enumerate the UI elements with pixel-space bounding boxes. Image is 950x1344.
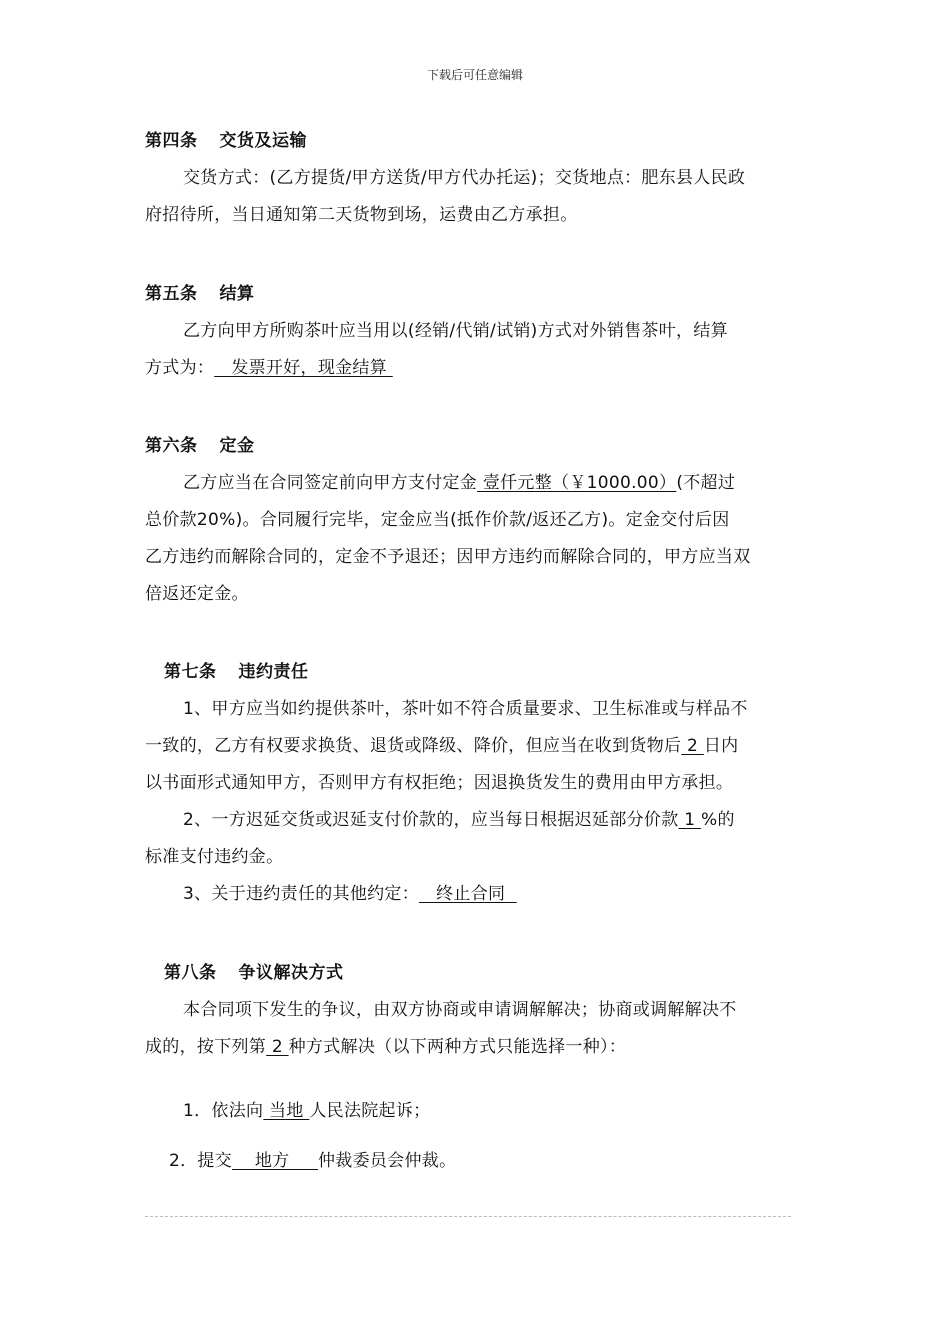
section-4-heading <box>145 126 307 151</box>
section-6-line-3: 乙方违约而解除合同的，定金不予退还；因甲方违约而解除合同的，甲方应当双 <box>145 547 751 567</box>
section-4-line-1: 交货方式：(乙方提货/甲方送货/甲方代办托运)；交货地点：肥东县人民政 <box>183 168 746 188</box>
section-8-title: 争议解决方式 <box>238 963 344 983</box>
section-6-line-4: 倍返还定金。 <box>145 584 249 604</box>
settlement-method-field: 发票开好，现金结算 <box>214 358 393 378</box>
text: 成的，按下列第 <box>145 1037 267 1057</box>
section-6-line-1 <box>183 468 735 493</box>
section-5-heading <box>145 279 255 304</box>
page-bottom-divider <box>145 1216 791 1217</box>
section-4-title: 交货及运输 <box>219 131 307 151</box>
text: 方式为： <box>145 358 215 378</box>
text: 仲裁委员会仲裁。 <box>317 1151 457 1171</box>
text: 种方式解决（以下两种方式只能选择一种）： <box>288 1037 627 1057</box>
section-5-line-1: 乙方向甲方所购茶叶应当用以(经销/代销/试销)方式对外销售茶叶，结算 <box>183 321 728 341</box>
text: 乙方应当在合同签定前向甲方支付定金 <box>183 473 478 493</box>
section-8-line-2 <box>145 1032 626 1057</box>
section-7-item-2-line-2: 标准支付违约金。 <box>145 847 284 867</box>
text: 2．提交 <box>169 1151 233 1171</box>
section-6-heading <box>145 431 255 456</box>
text: 日内 <box>703 736 739 756</box>
text: 1．依法向 <box>183 1101 264 1121</box>
text: %的 <box>701 810 735 830</box>
section-7-item-2-line-1 <box>183 805 735 830</box>
other-terms-field: 终止合同 <box>419 884 517 904</box>
text: 人民法院起诉； <box>309 1101 431 1121</box>
court-location-field: 当地 <box>263 1101 310 1121</box>
section-7-item-1-line-2 <box>145 731 738 756</box>
section-7-item-1-line-3: 以书面形式通知甲方，否则甲方有权拒绝；因退换货发生的费用由甲方承担。 <box>145 773 734 793</box>
section-8-heading <box>164 958 344 983</box>
section-6-number: 第六条 <box>145 436 198 456</box>
section-5-number: 第五条 <box>145 284 198 304</box>
page-header: 下载后可任意编辑 <box>426 68 523 82</box>
section-5-title: 结算 <box>219 284 255 304</box>
deposit-amount-field: 壹仟元整（￥1000.00） <box>477 473 677 493</box>
text: 3、关于违约责任的其他约定： <box>183 884 420 904</box>
section-6-title: 定金 <box>219 436 255 456</box>
section-8-option-2 <box>169 1146 456 1171</box>
section-4-line-2: 府招待所，当日通知第二天货物到场，运费由乙方承担。 <box>145 205 578 225</box>
section-8-number: 第八条 <box>164 963 217 983</box>
section-6-line-2: 总价款20%)。合同履行完毕，定金应当(抵作价款/返还乙方)。定金交付后因 <box>145 510 730 530</box>
dispute-option-field: 2 <box>266 1037 289 1057</box>
section-7-number: 第七条 <box>164 662 217 682</box>
text: 一致的，乙方有权要求换货、退货或降级、降价，但应当在收到货物后 <box>145 736 682 756</box>
section-7-heading <box>164 657 309 682</box>
text: (不超过 <box>676 473 736 493</box>
section-5-line-2 <box>145 353 393 378</box>
section-4-number: 第四条 <box>145 131 198 151</box>
arbitration-committee-field: 地方 <box>232 1151 318 1171</box>
section-8-line-1: 本合同项下发生的争议，由双方协商或申请调解解决；协商或调解解决不 <box>183 1000 737 1020</box>
penalty-rate-field: 1 <box>678 810 702 830</box>
text: 2、一方迟延交货或迟延支付价款的，应当每日根据迟延部分价款 <box>183 810 679 830</box>
notice-days-field: 2 <box>681 736 704 756</box>
section-7-item-1-line-1: 1、甲方应当如约提供茶叶，茶叶如不符合质量要求、卫生标准或与样品不 <box>183 699 748 719</box>
section-7-title: 违约责任 <box>238 662 309 682</box>
section-8-option-1 <box>183 1096 430 1121</box>
section-7-item-3 <box>183 879 517 904</box>
